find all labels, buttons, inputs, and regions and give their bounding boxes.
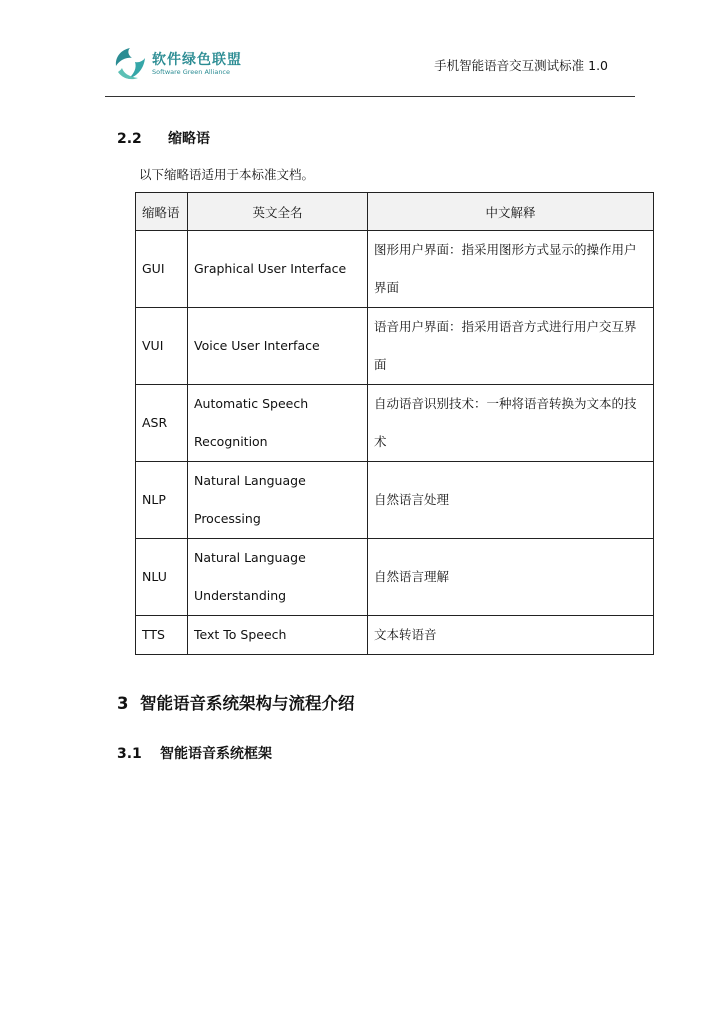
abbreviation-table [135, 192, 654, 655]
alliance-logo [112, 46, 242, 82]
section-heading-3-1 [117, 743, 272, 763]
document-title: 手机智能语音交互测试标准 1.0 [434, 58, 608, 73]
section-heading-3 [117, 690, 354, 714]
column-header-english: 英文全名 [188, 193, 368, 231]
section-title: 缩略语 [168, 131, 210, 147]
chinese-cell: 自动语音识别技术：一种将语音转换为文本的技术 [368, 385, 654, 462]
chinese-cell: 自然语言理解 [368, 539, 654, 616]
intro-paragraph: 以下缩略语适用于本标准文档。 [139, 167, 315, 182]
table-row [136, 231, 654, 308]
logo-chinese-name: 软件绿色联盟 [152, 51, 242, 68]
chinese-cell: 图形用户界面：指采用图形方式显示的操作用户界面 [368, 231, 654, 308]
table-row [136, 385, 654, 462]
english-cell: Natural Language Processing [188, 462, 368, 539]
column-header-abbr: 缩略语 [136, 193, 188, 231]
english-cell: Voice User Interface [188, 308, 368, 385]
header-divider [105, 96, 635, 97]
section-number: 3 [117, 694, 129, 713]
section-heading-2-2 [117, 128, 210, 148]
abbr-cell: NLP [136, 462, 188, 539]
chinese-cell: 自然语言处理 [368, 462, 654, 539]
abbr-cell: VUI [136, 308, 188, 385]
chinese-cell: 文本转语音 [368, 616, 654, 655]
table-header-row [136, 193, 654, 231]
column-header-chinese: 中文解释 [368, 193, 654, 231]
alliance-logo-icon [112, 46, 148, 82]
table-row [136, 616, 654, 655]
abbr-cell: TTS [136, 616, 188, 655]
abbr-cell: ASR [136, 385, 188, 462]
section-title: 智能语音系统架构与流程介绍 [139, 694, 355, 713]
section-number: 3.1 [117, 746, 142, 762]
chinese-cell: 语音用户界面：指采用语音方式进行用户交互界面 [368, 308, 654, 385]
section-title: 智能语音系统框架 [160, 746, 272, 762]
table-row [136, 308, 654, 385]
english-cell: Natural Language Understanding [188, 539, 368, 616]
english-cell: Text To Speech [188, 616, 368, 655]
table-row [136, 462, 654, 539]
abbr-cell: NLU [136, 539, 188, 616]
section-number: 2.2 [117, 131, 142, 147]
page-header [0, 0, 724, 100]
english-cell: Automatic Speech Recognition [188, 385, 368, 462]
logo-english-name: Software Green Alliance [152, 67, 231, 76]
table-row [136, 539, 654, 616]
logo-text [152, 52, 242, 77]
english-cell: Graphical User Interface [188, 231, 368, 308]
abbr-cell: GUI [136, 231, 188, 308]
